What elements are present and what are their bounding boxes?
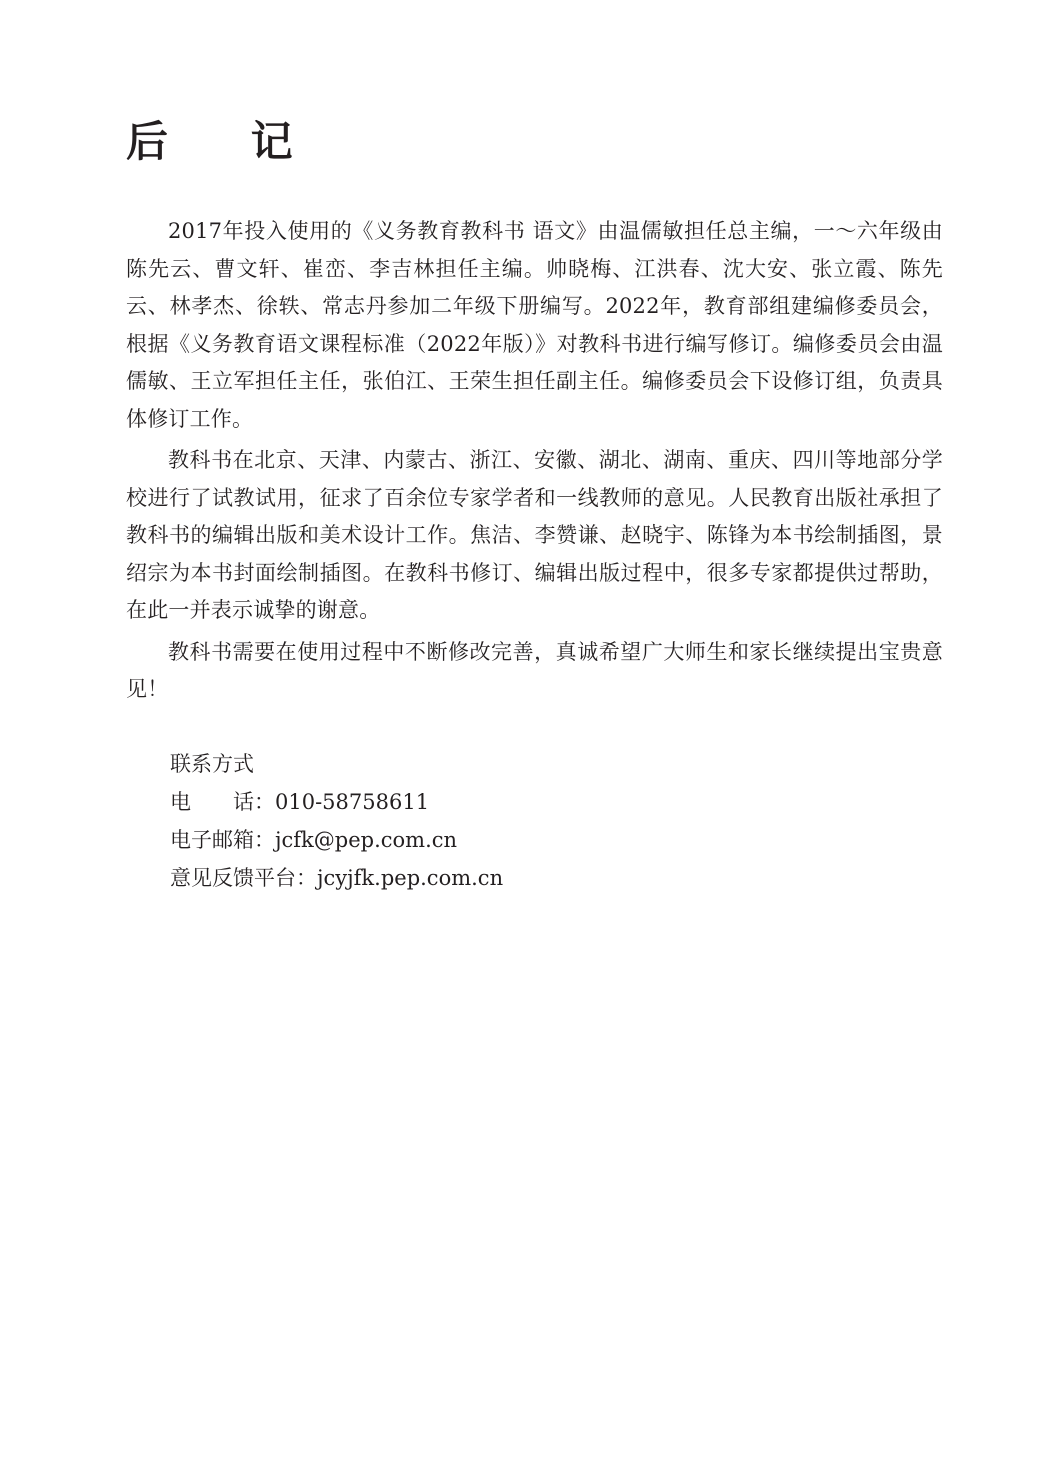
feedback-label: 意见反馈平台： [170,866,317,890]
paragraph-1: 2017年投入使用的《义务教育教科书 语文》由温儒敏担任总主编，一～六年级由陈先云、曹文轩、崔峦、李吉林担任主编。帅晓梅、江洪春、沈大安、张立霞、陈先云、林孝杰、徐轶、常志丹参加二年级下册编写。2022年，教育部组建编修委员会，根据《义务教育语文课程标准（2022年版）》对教科书进行编写修订。编修委员会由温儒敏、王立军担任主任，张伯江、王荣生担任副主任。编修委员会下设修订组，负责具体修订工作。 [126,219,943,431]
feedback-value: jcyjfk.pep.com.cn [317,866,504,890]
contact-phone [170,783,870,821]
contact-section [170,745,870,897]
contact-heading: 联系方式 [170,752,254,776]
page-title: 后 记 [126,117,327,166]
phone-value: 010-58758611 [275,790,430,814]
paragraph-2: 教科书在北京、天津、内蒙古、浙江、安徽、湖北、湖南、重庆、四川等地部分学校进行了试教试用，征求了百余位专家学者和一线教师的意见。人民教育出版社承担了教科书的编辑出版和美术设计工作。焦洁、李赞谦、赵晓宇、陈锋为本书绘制插图，景绍宗为本书封面绘制插图。在教科书修订、编辑出版过程中，很多专家都提供过帮助，在此一并表示诚挚的谢意。 [126,448,943,622]
paragraph-3: 教科书需要在使用过程中不断修改完善，真诚希望广大师生和家长继续提出宝贵意见！ [126,639,943,701]
phone-label-char-1: 电 [170,790,191,814]
contact-email [170,821,870,859]
contact-feedback [170,859,870,897]
email-value: jcfk@pep.com.cn [275,828,458,852]
body-text [126,213,943,713]
phone-label-char-2: 话： [233,790,275,814]
email-label: 电子邮箱： [170,828,275,852]
